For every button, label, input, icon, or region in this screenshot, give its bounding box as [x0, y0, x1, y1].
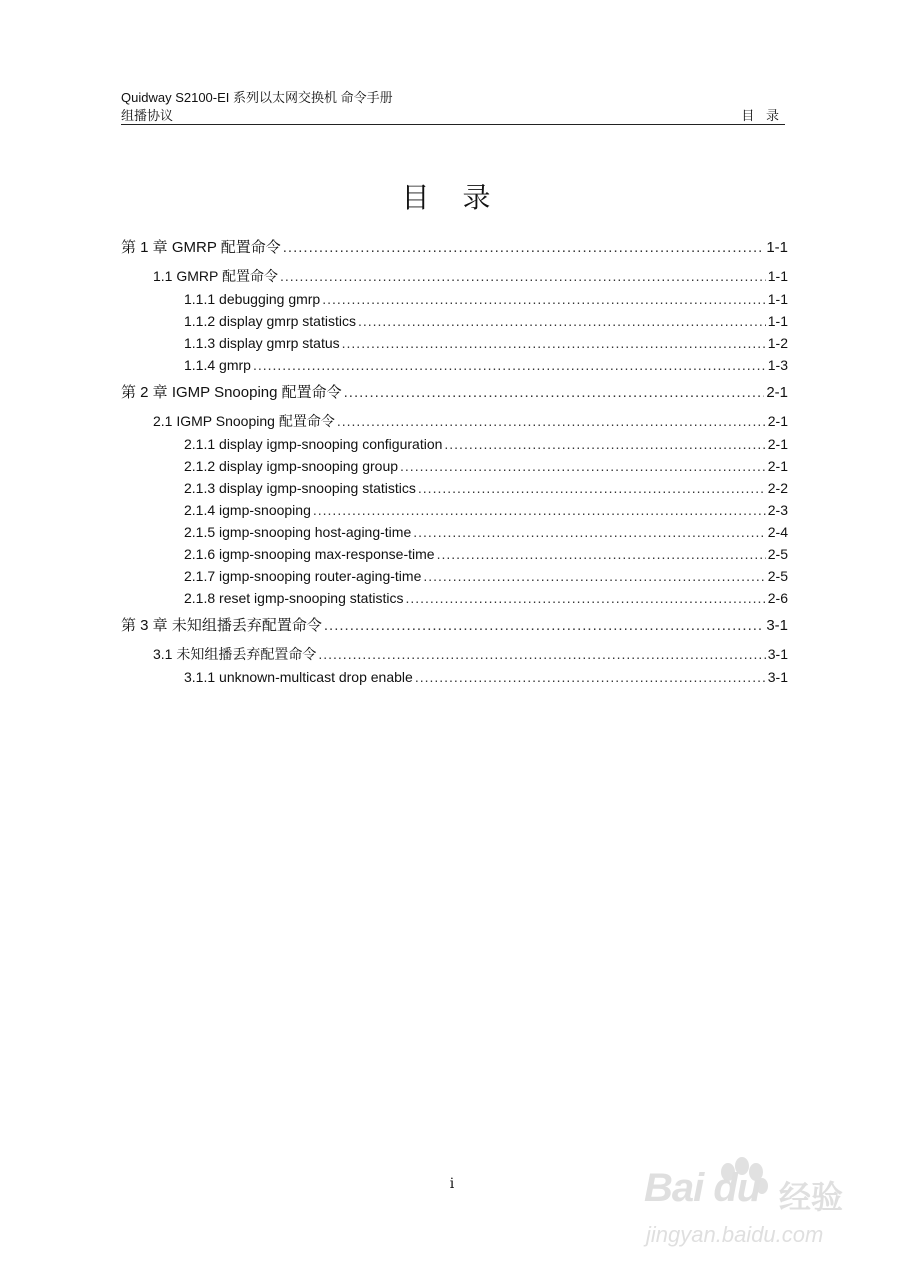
toc-entry-label: 1.1.1 debugging gmrp [184, 291, 321, 307]
toc-entry-page: 1-2 [767, 335, 788, 351]
toc-dot-leader [253, 354, 766, 376]
toc-dot-leader [413, 521, 766, 543]
toc-dot-leader [400, 455, 766, 477]
toc-entry-sub[interactable] [121, 354, 788, 376]
page-title: 目 录 [401, 181, 503, 214]
toc-entry-sec[interactable] [121, 264, 788, 288]
toc-dot-leader [322, 288, 766, 310]
toc-entry-sec[interactable] [121, 409, 788, 433]
toc-entry-sub[interactable] [121, 477, 788, 499]
toc-entry-label: 2.1.2 display igmp-snooping group [184, 458, 399, 474]
table-of-contents [121, 236, 788, 688]
toc-entry-sub[interactable] [121, 288, 788, 310]
toc-entry-label: 1.1 GMRP 配置命令 [153, 268, 278, 284]
toc-entry-page: 1-3 [767, 357, 788, 373]
toc-entry-sub[interactable] [121, 433, 788, 455]
toc-entry-sec[interactable] [121, 642, 788, 666]
toc-entry-page: 3-1 [767, 646, 788, 662]
toc-entry-label: 3.1.1 unknown-multicast drop enable [184, 669, 413, 685]
toc-entry-label: 3.1 未知组播丢弃配置命令 [153, 646, 317, 662]
toc-entry-page: 2-4 [767, 524, 788, 540]
toc-entry-sub[interactable] [121, 565, 788, 587]
toc-entry-sub[interactable] [121, 455, 788, 477]
toc-entry-label: 第 2 章 IGMP Snooping 配置命令 [121, 384, 342, 401]
baidu-jingyan-watermark [644, 1160, 884, 1260]
toc-entry-page: 2-1 [767, 436, 788, 452]
toc-entry-sub[interactable] [121, 543, 788, 565]
toc-entry-page: 2-6 [767, 590, 788, 606]
header-section-title: 组播协议 [121, 108, 174, 123]
toc-entry-page: 2-1 [767, 413, 788, 429]
toc-dot-leader [358, 310, 766, 332]
header-toc-label: 目 录 [741, 108, 783, 123]
toc-dot-leader [437, 543, 766, 565]
toc-entry-label: 第 1 章 GMRP 配置命令 [121, 239, 281, 256]
toc-dot-leader [280, 264, 766, 288]
toc-entry-page: 2-3 [767, 502, 788, 518]
toc-entry-ch[interactable] [121, 381, 788, 405]
toc-dot-leader [344, 381, 765, 405]
toc-entry-page: 1-1 [767, 313, 788, 329]
toc-entry-page: 3-1 [766, 617, 788, 634]
toc-entry-sub[interactable] [121, 310, 788, 332]
toc-entry-sub[interactable] [121, 521, 788, 543]
header-divider [121, 124, 785, 125]
toc-dot-leader [405, 587, 765, 609]
toc-dot-leader [418, 477, 766, 499]
header-manual-title: Quidway S2100-EI 系列以太网交换机 命令手册 [121, 90, 393, 105]
watermark-brand: Bai du [644, 1166, 761, 1210]
toc-dot-leader [324, 614, 764, 638]
toc-entry-page: 2-5 [767, 546, 788, 562]
toc-dot-leader [444, 433, 765, 455]
toc-dot-leader [342, 332, 766, 354]
toc-entry-page: 1-1 [767, 291, 788, 307]
toc-dot-leader [318, 642, 765, 666]
toc-entry-label: 1.1.3 display gmrp status [184, 335, 340, 351]
watermark-brand-cn: 经验 [779, 1178, 844, 1216]
toc-dot-leader [283, 236, 765, 260]
toc-dot-leader [423, 565, 765, 587]
toc-entry-page: 2-1 [766, 384, 788, 401]
toc-dot-leader [313, 499, 766, 521]
toc-entry-sub[interactable] [121, 499, 788, 521]
toc-dot-leader [337, 409, 766, 433]
toc-entry-label: 2.1.7 igmp-snooping router-aging-time [184, 568, 422, 584]
toc-entry-label: 2.1.6 igmp-snooping max-response-time [184, 546, 435, 562]
toc-entry-ch[interactable] [121, 614, 788, 638]
toc-dot-leader [415, 666, 766, 688]
toc-entry-label: 第 3 章 未知组播丢弃配置命令 [121, 617, 322, 634]
toc-entry-label: 2.1.5 igmp-snooping host-aging-time [184, 524, 412, 540]
toc-entry-label: 2.1 IGMP Snooping 配置命令 [153, 413, 335, 429]
toc-entry-sub[interactable] [121, 587, 788, 609]
toc-entry-sub[interactable] [121, 666, 788, 688]
toc-entry-sub[interactable] [121, 332, 788, 354]
toc-entry-page: 3-1 [767, 669, 788, 685]
toc-entry-page: 2-1 [767, 458, 788, 474]
toc-entry-label: 2.1.4 igmp-snooping [184, 502, 311, 518]
toc-entry-label: 2.1.1 display igmp-snooping configuration [184, 436, 443, 452]
toc-entry-label: 2.1.3 display igmp-snooping statistics [184, 480, 416, 496]
watermark-url: jingyan.baidu.com [646, 1222, 824, 1247]
toc-entry-page: 1-1 [766, 239, 788, 256]
page-number: i [449, 1176, 455, 1192]
toc-entry-ch[interactable] [121, 236, 788, 260]
toc-entry-page: 1-1 [767, 268, 788, 284]
toc-entry-label: 1.1.2 display gmrp statistics [184, 313, 356, 329]
toc-entry-label: 2.1.8 reset igmp-snooping statistics [184, 590, 404, 606]
toc-entry-label: 1.1.4 gmrp [184, 357, 251, 373]
toc-entry-page: 2-5 [767, 568, 788, 584]
toc-entry-page: 2-2 [767, 480, 788, 496]
